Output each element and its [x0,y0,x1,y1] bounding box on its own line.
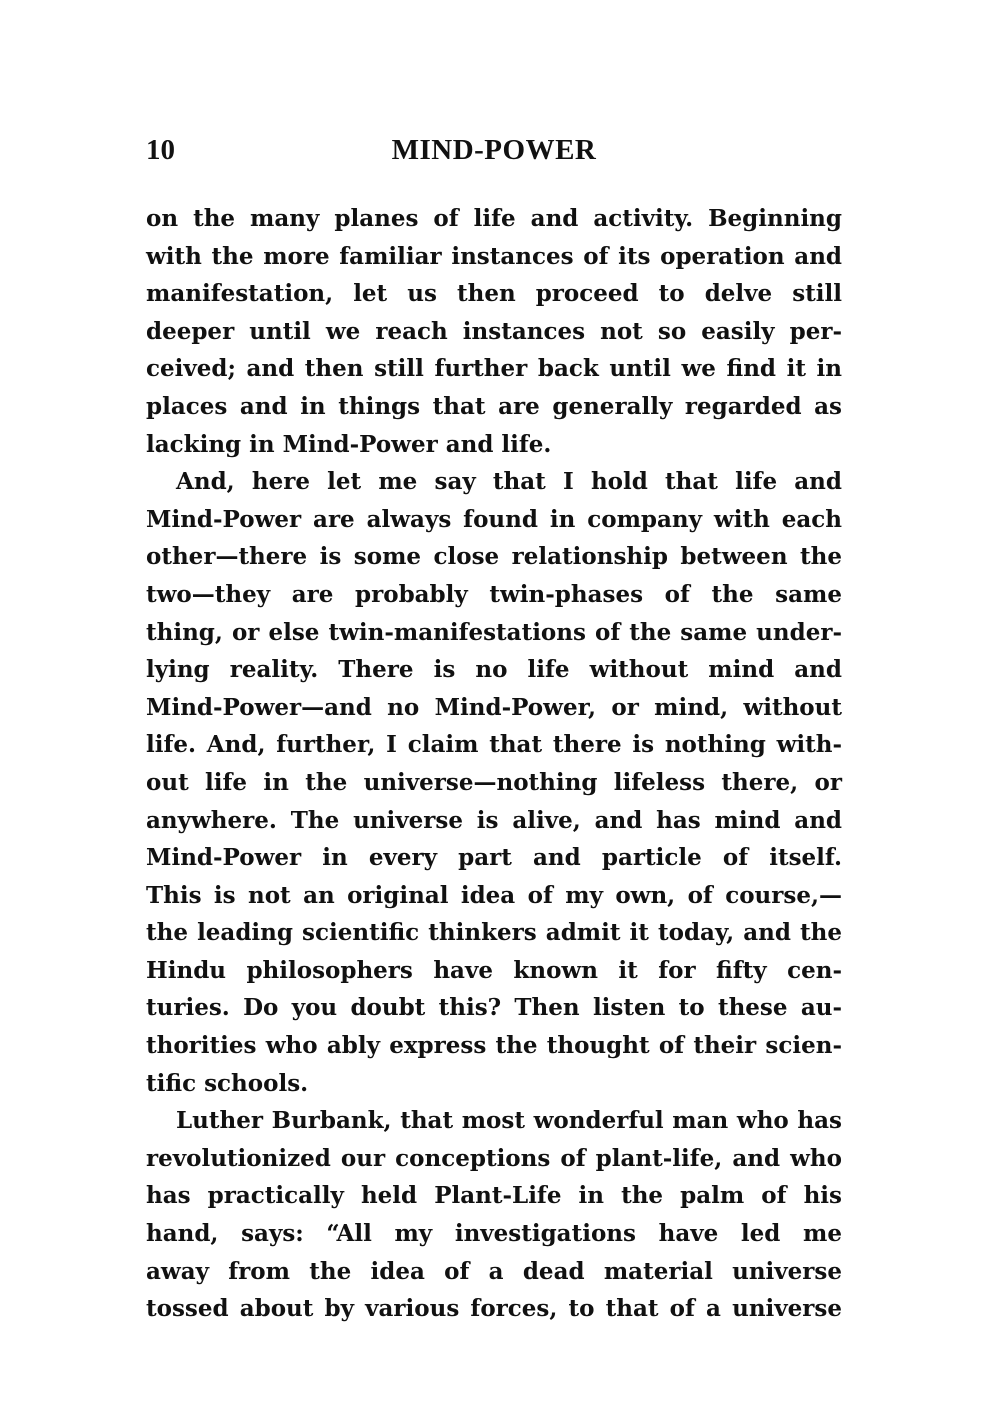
text-line: ceived; and then still further back until we find it in [146,355,842,383]
page-number: 10 [146,134,175,166]
paragraph-1 [146,200,842,463]
text-line: places and in things that are generally regarded as [146,392,842,420]
text-line: away from the idea of a dead material universe [146,1257,842,1285]
text-line: turies. Do you doubt this? Then listen to these au- [146,994,842,1022]
text-line: revolutionized our conceptions of plant-life, and who [146,1144,842,1172]
text-line: has practically held Plant-Life in the palm of his [146,1182,842,1210]
text-line: Hindu philosophers have known it for fifty cen- [146,956,842,984]
text-line: Luther Burbank, that most wonderful man who has [176,1107,842,1135]
text-line: Mind-Power—and no Mind-Power, or mind, without [146,693,842,721]
book-page [146,130,842,1328]
text-line: lying reality. There is no life without mind and [146,656,842,684]
text-line: thing, or else twin-manifestations of the same under- [146,618,842,646]
text-line: with the more familiar instances of its operation and [146,242,842,270]
text-line: Mind-Power are always found in company with each [146,505,842,533]
text-line: tossed about by various forces, to that of a universe [146,1295,842,1323]
text-line: anywhere. The universe is alive, and has mind and [146,806,842,834]
text-line: thorities who ably express the thought of their scien- [146,1032,842,1060]
paragraph-3 [146,1102,842,1328]
text-line: Mind-Power in every part and particle of itself. [146,844,842,872]
running-head [146,130,842,170]
text-line: This is not an original idea of my own, of course,— [146,881,842,909]
text-line: manifestation, let us then proceed to delve still [146,280,842,308]
paragraph-2 [146,463,842,1102]
running-title: MIND-POWER [391,134,597,166]
text-line: lacking in Mind-Power and life. [146,430,552,458]
text-line: other—there is some close relationship between the [146,543,842,571]
text-line: life. And, further, I claim that there is nothing with- [146,731,842,759]
text-line: two—they are probably twin-phases of the same [146,580,842,608]
text-line: tific schools. [146,1069,309,1097]
text-line: hand, says: “All my investigations have led me [146,1220,842,1248]
text-line: on the many planes of life and activity. Beginning [146,205,842,232]
text-line: And, here let me say that I hold that life and [176,468,842,496]
text-line: out life in the universe—nothing lifeless there, or [146,768,842,796]
text-line: the leading scientific thinkers admit it today, and the [146,919,842,947]
body-text [146,200,842,1328]
text-line: deeper until we reach instances not so easily per- [146,317,842,345]
